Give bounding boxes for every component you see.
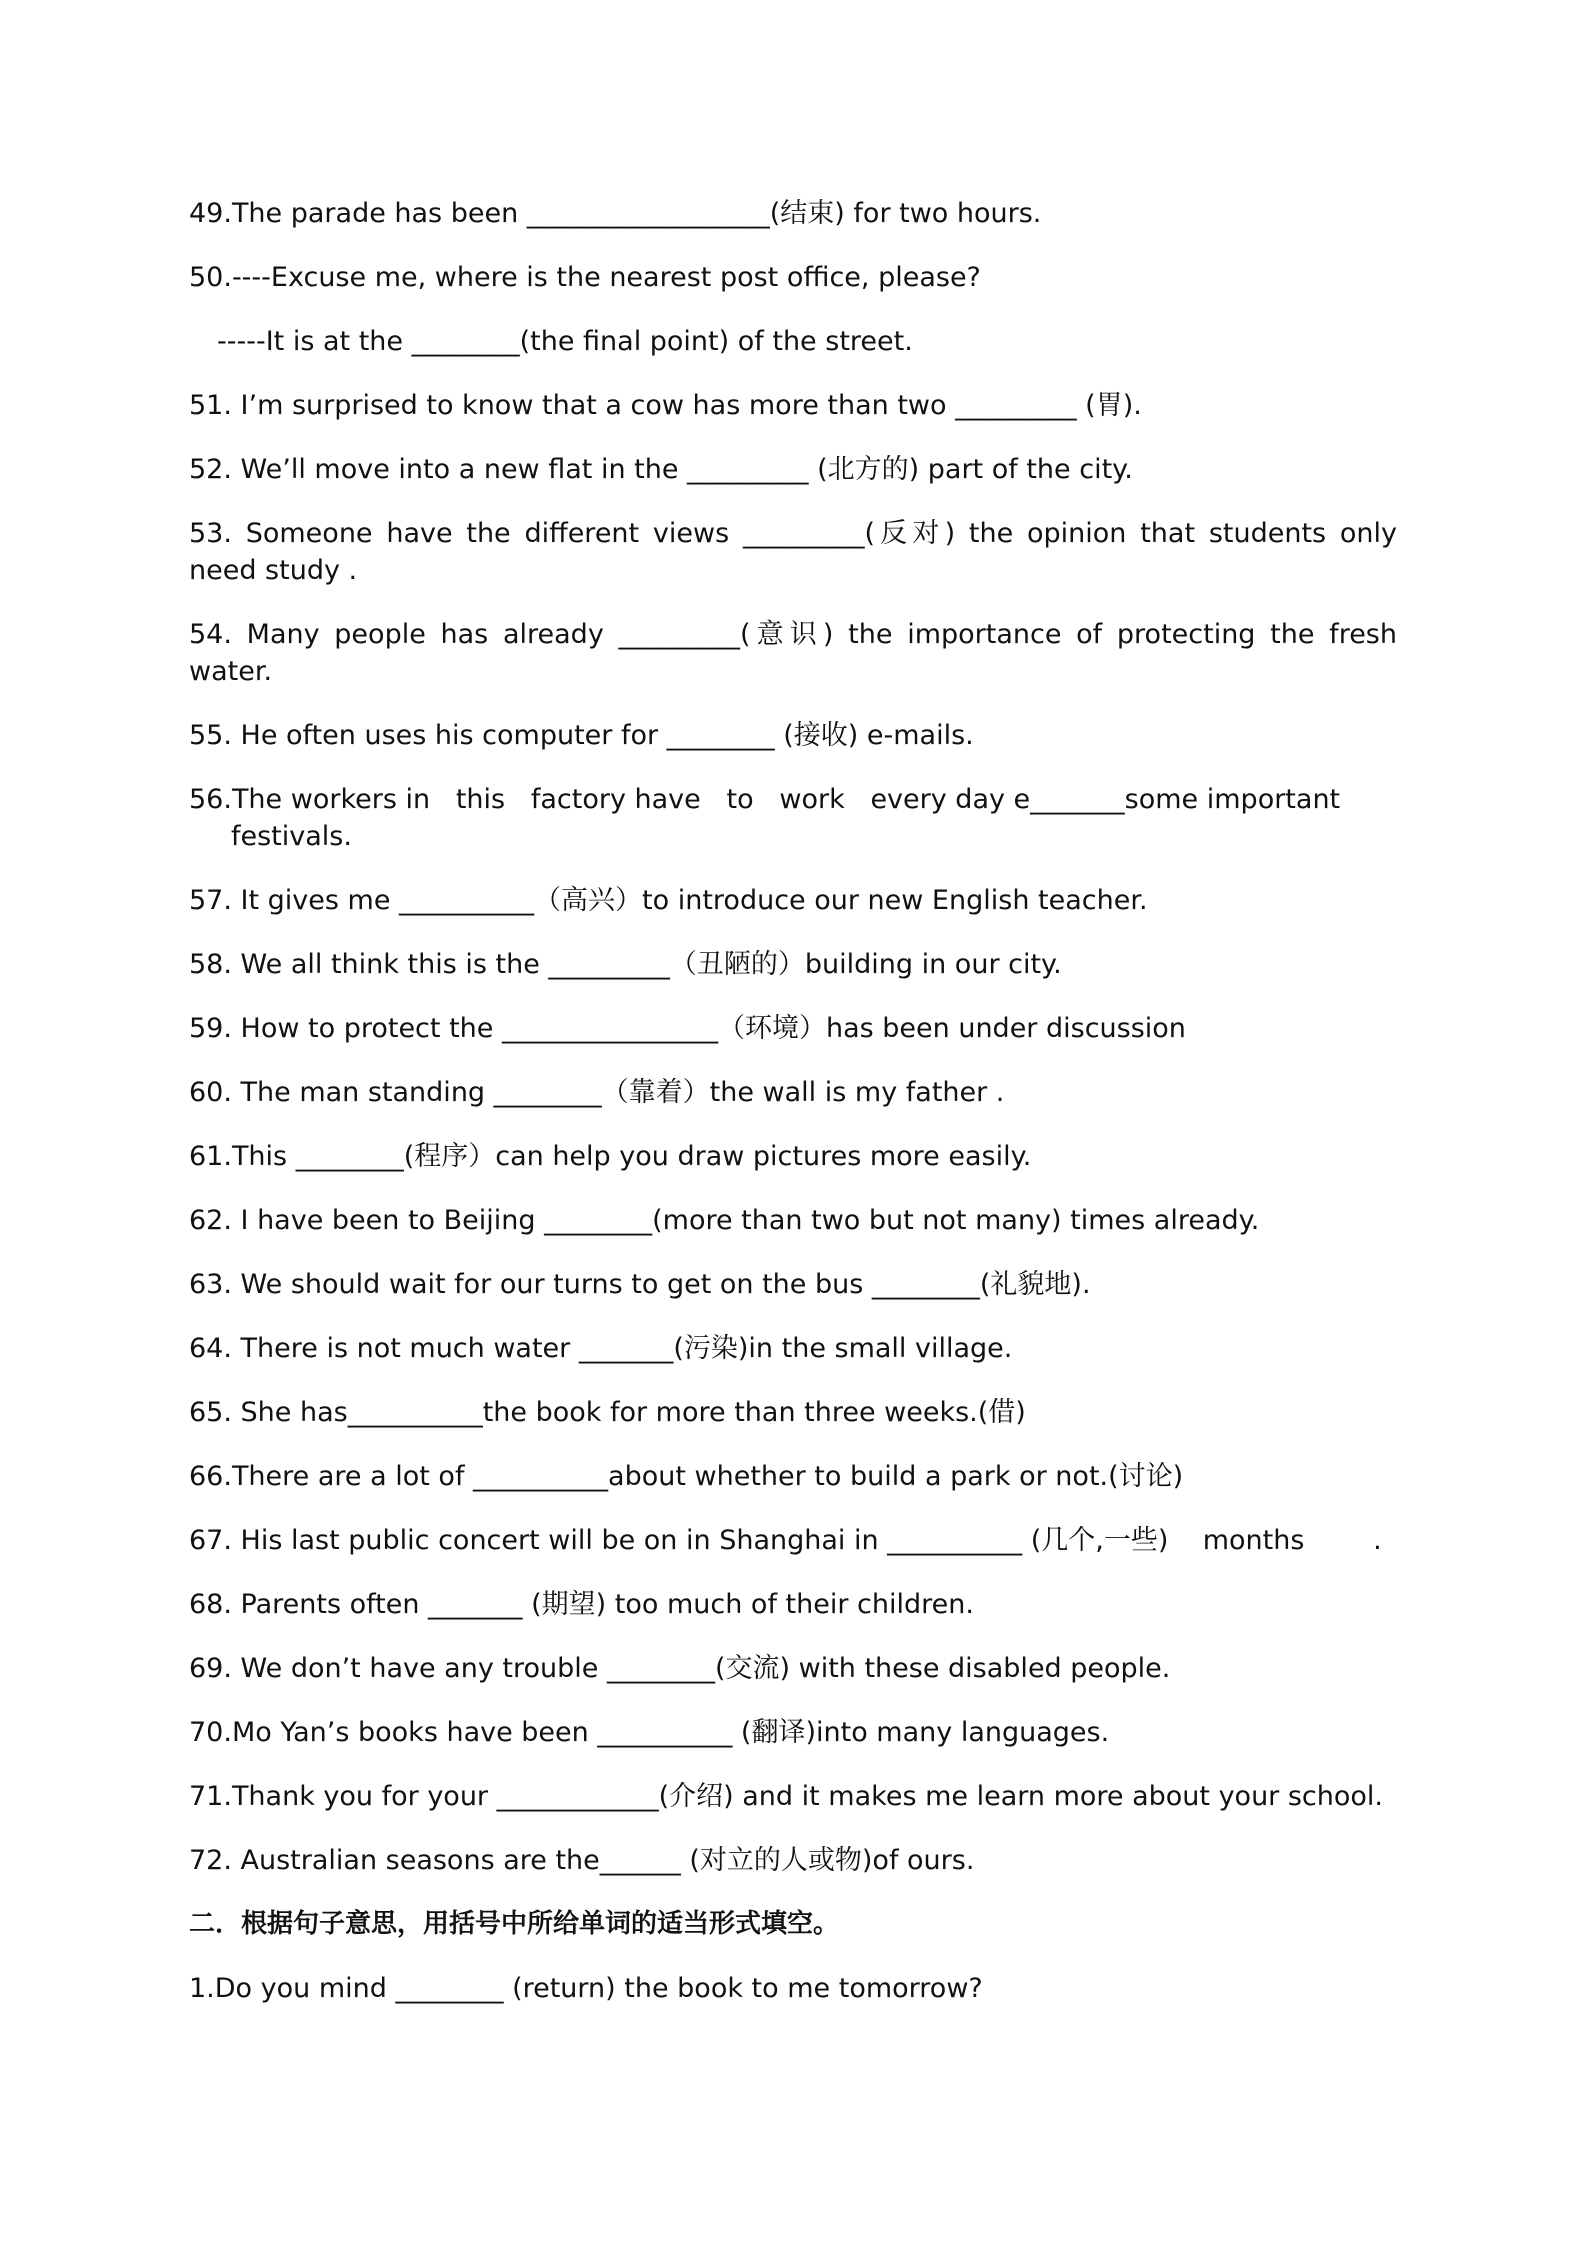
question-67: 67. His last public concert will be on in Shanghai in __________ (几个,一些) months . [189, 1525, 1382, 1556]
question-66: 66.There are a lot of __________about whether to build a park or not.(讨论) [189, 1461, 1184, 1492]
question-56-line1: 56.The workers in this factory have to work every day e_______some important [189, 784, 1341, 815]
question-63: 63. We should wait for our turns to get on the bus ________(礼貌地). [189, 1269, 1091, 1300]
question-53: 53. Someone have the different views _________(反对) the opinion that students only need study . [189, 518, 1397, 586]
question-69: 69. We don’t have any trouble ________(交流) with these disabled people. [189, 1653, 1171, 1684]
worksheet-content [189, 195, 1397, 2034]
question-58: 58. We all think this is the _________（丑陋的）building in our city. [189, 949, 1062, 980]
question-64: 64. There is not much water _______(污染)in the small village. [189, 1333, 1013, 1364]
question-52: 52. We’ll move into a new flat in the _________ (北方的) part of the city. [189, 454, 1133, 485]
question-70: 70.Mo Yan’s books have been __________ (翻译)into many languages. [189, 1717, 1110, 1748]
question-65: 65. She has__________the book for more than three weeks.(借) [189, 1397, 1026, 1428]
question-59: 59. How to protect the ________________（环境）has been under discussion [189, 1013, 1186, 1044]
question-56 [189, 781, 1397, 855]
question-57: 57. It gives me __________（高兴）to introduce our new English teacher. [189, 885, 1148, 916]
question-49: 49.The parade has been __________________(结束) for two hours. [189, 198, 1042, 229]
question-68: 68. Parents often _______ (期望) too much of their children. [189, 1589, 974, 1620]
question-72: 72. Australian seasons are the______ (对立的人或物)of ours. [189, 1845, 975, 1876]
question-71: 71.Thank you for your ____________(介绍) and it makes me learn more about your school. [189, 1781, 1384, 1812]
question-54: 54. Many people has already _________(意识) the importance of protecting the fresh water. [189, 619, 1397, 687]
question-50-prompt: 50.----Excuse me, where is the nearest post office, please? [189, 262, 981, 293]
question-55: 55. He often uses his computer for ________ (接收) e-mails. [189, 720, 974, 751]
question-50-answer: -----It is at the ________(the final point) of the street. [217, 326, 913, 357]
question-61: 61.This ________(程序）can help you draw pictures more easily. [189, 1141, 1032, 1172]
question-51: 51. I’m surprised to know that a cow has more than two _________ (胃). [189, 390, 1142, 421]
section-2-question-1: 1.Do you mind ________ (return) the book to me tomorrow? [189, 1973, 983, 2004]
question-60: 60. The man standing ________（靠着）the wall is my father . [189, 1077, 1005, 1108]
section-2-heading: 二．根据句子意思，用括号中所给单词的适当形式填空。 [189, 1909, 840, 1939]
question-62: 62. I have been to Beijing ________(more than two but not many) times already. [189, 1205, 1260, 1236]
question-56-line2: festivals. [231, 821, 352, 852]
